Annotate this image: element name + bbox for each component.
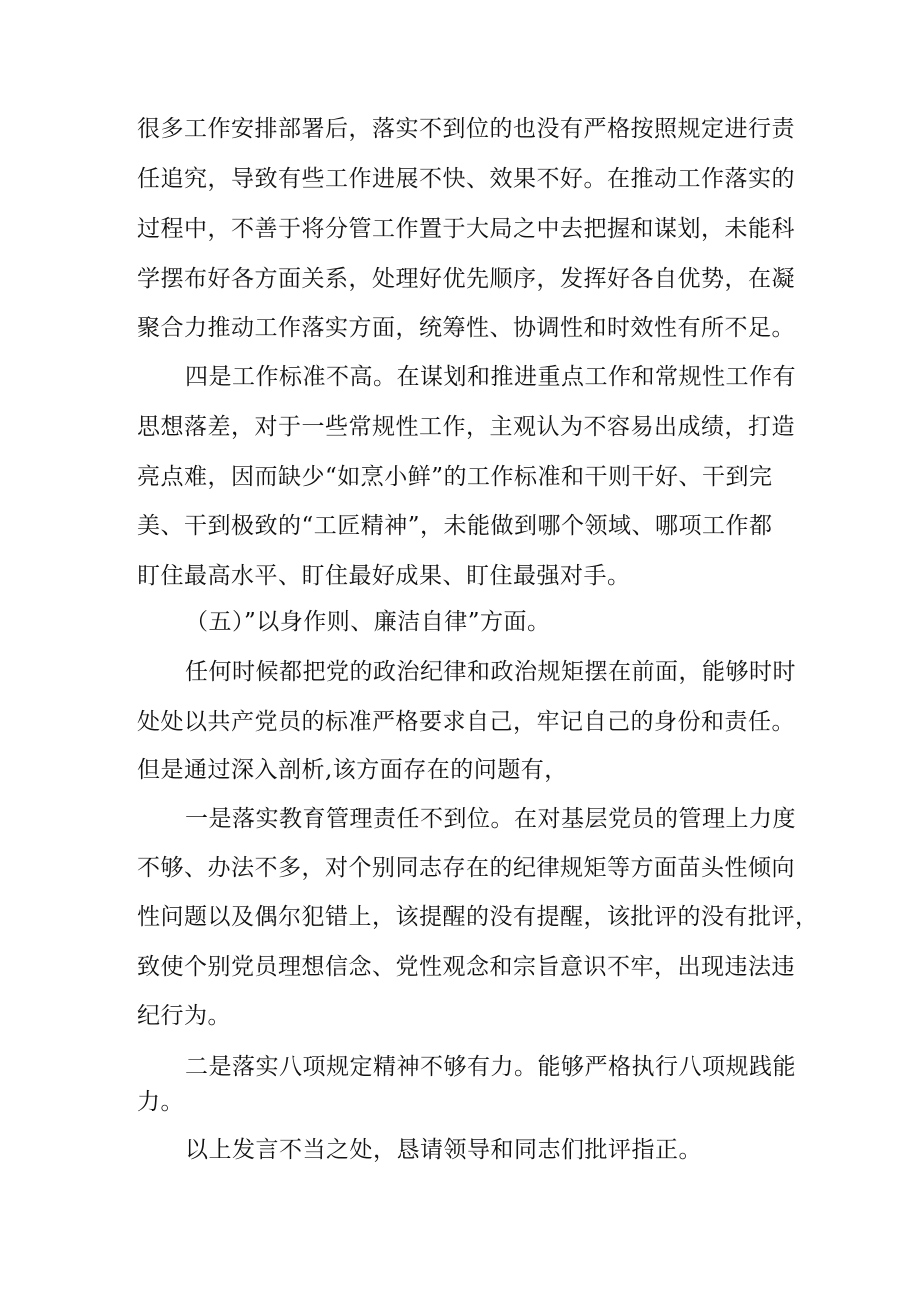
section-heading: （五）”以身作则、廉洁自律”方面。 xyxy=(185,609,551,635)
paragraph-line: 很多工作安排部署后，落实不到位的也没有严格按照规定进行责 xyxy=(137,116,795,142)
paragraph-line: 力。 xyxy=(137,1089,184,1115)
paragraph-line: 美、干到极致的“工匠精神”，未能做到哪个领域、哪项工作都 xyxy=(137,513,773,539)
paragraph-line: 盯住最高水平、盯住最好成果、盯住最强对手。 xyxy=(137,563,631,589)
paragraph-line: 过程中，不善于将分管工作置于大局之中去把握和谋划，未能科 xyxy=(137,216,795,242)
paragraph-line: 一是落实教育管理责任不到位。在对基层党员的管理上力度 xyxy=(185,806,796,832)
paragraph-line: 四是工作标准不高。在谋划和推进重点工作和常规性工作有 xyxy=(185,364,796,390)
paragraph-line: 致使个别党员理想信念、党性观念和宗旨意识不牢，出现违法违 xyxy=(137,954,795,980)
paragraph-line: 纪行为。 xyxy=(137,1003,231,1029)
paragraph-line: 学摆布好各方面关系，处理好优先顺序，发挥好各自优势，在凝 xyxy=(137,266,795,292)
paragraph-line: 性问题以及偶尔犯错上，该提醒的没有提醒，该批评的没有批评， xyxy=(137,904,819,930)
paragraph-line: 二是落实八项规定精神不够有力。能够严格执行八项规践能 xyxy=(185,1054,796,1080)
closing-line: 以上发言不当之处，恳请领导和同志们批评指正。 xyxy=(185,1137,702,1163)
paragraph-line: 亮点难，因而缺少“如烹小鲜”的工作标准和干则干好、干到完 xyxy=(137,464,773,490)
paragraph-line: 不够、办法不多，对个别同志存在的纪律规矩等方面苗头性倾向 xyxy=(137,855,795,881)
paragraph-line: 思想落差，对于一些常规性工作，主观认为不容易出成绩，打造 xyxy=(137,414,795,440)
paragraph-line: 处处以共产党员的标准严格要求自己，牢记自己的身份和责任。 xyxy=(137,709,795,735)
paragraph-line: 任何时候都把党的政治纪律和政治规矩摆在前面，能够时时 xyxy=(185,659,796,685)
paragraph-line: 聚合力推动工作落实方面，统筹性、协调性和时效性有所不足。 xyxy=(137,315,795,341)
paragraph-line: 任追究，导致有些工作进展不快、效果不好。在推动工作落实的 xyxy=(137,166,795,192)
paragraph-line: 但是通过深入剖析,该方面存在的问题有， xyxy=(137,757,568,783)
